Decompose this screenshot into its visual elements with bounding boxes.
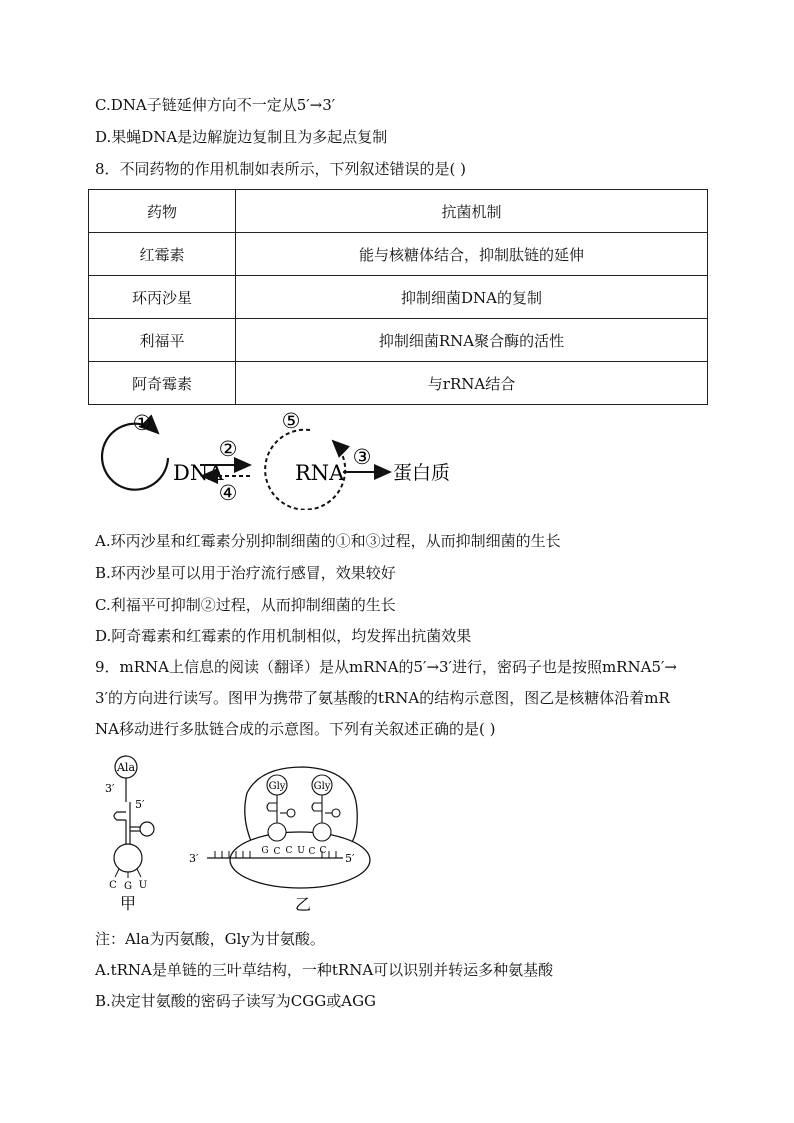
table-cell-drug: 红霉素 xyxy=(89,233,236,276)
q8-stem: 8．不同药物的作用机制如表所示，下列叙述错误的是( ) xyxy=(95,160,467,178)
yi-base-2: C xyxy=(273,847,281,857)
q9-note: 注：Ala为丙氨酸，Gly为甘氨酸。 xyxy=(95,930,325,948)
yi-5-prime-label: 5′ xyxy=(345,852,355,865)
yi-base-5: C xyxy=(308,847,316,857)
circled-4-label: ④ xyxy=(218,481,238,505)
q9-stem-line-2: 3′的方向进行读写。图甲为携带了氨基酸的tRNA的结构示意图，图乙是核糖体沿着mR xyxy=(95,689,670,707)
table-cell-drug: 环丙沙星 xyxy=(89,276,236,319)
circled-5-label: ⑤ xyxy=(281,409,301,433)
table-row xyxy=(89,319,708,362)
jia-base-3: U xyxy=(138,880,148,891)
yi-base-3: C xyxy=(285,846,293,856)
jia-caption: 甲 xyxy=(119,894,137,913)
circled-2-label: ② xyxy=(218,437,238,461)
yi-base-6: C xyxy=(319,846,327,856)
q7-option-d: D.果蝇DNA是边解旋边复制且为多起点复制 xyxy=(95,128,388,146)
yi-base-4: U xyxy=(297,846,305,856)
q8-option-c: C.利福平可抑制②过程，从而抑制细菌的生长 xyxy=(95,596,396,614)
table-row xyxy=(89,276,708,319)
jia-base-1: C xyxy=(109,880,117,891)
rna-label: RNA xyxy=(295,461,345,485)
table-row xyxy=(89,233,708,276)
q7-option-c: C.DNA子链延伸方向不一定从5′→3′ xyxy=(95,96,336,114)
q9-option-a: A.tRNA是单链的三叶草结构，一种tRNA可以识别并转运多种氨基酸 xyxy=(95,961,554,979)
table-cell-mechanism: 能与核糖体结合，抑制肽链的延伸 xyxy=(236,233,708,276)
yi-3-prime-label: 3′ xyxy=(189,852,199,865)
q8-option-d: D.阿奇霉素和红霉素的作用机制相似，均发挥出抗菌效果 xyxy=(95,627,472,645)
q9-stem-line-1: 9．mRNA上信息的阅读（翻译）是从mRNA的5′→3′进行，密码子也是按照mRNA5′→ xyxy=(95,658,677,676)
table-row xyxy=(89,362,708,405)
trna-figure-jia xyxy=(95,752,175,917)
q8-option-b: B.环丙沙星可以用于治疗流行感冒，效果较好 xyxy=(95,564,396,582)
q9-option-b: B.决定甘氨酸的密码子读写为CGG或AGG xyxy=(95,992,377,1010)
table-cell-drug: 阿奇霉素 xyxy=(89,362,236,405)
gly-label-1: Gly xyxy=(268,781,286,792)
table-header-mechanism: 抗菌机制 xyxy=(236,190,708,233)
table-cell-mechanism: 与rRNA结合 xyxy=(236,362,708,405)
table-header-row xyxy=(89,190,708,233)
yi-caption: 乙 xyxy=(294,895,312,914)
q9-stem-line-3: NA移动进行多肽链合成的示意图。下列有关叙述正确的是( ) xyxy=(95,720,496,738)
ala-label: Ala xyxy=(116,761,136,774)
table-header-drug: 药物 xyxy=(89,190,236,233)
jia-3-prime-label: 3′ xyxy=(105,782,115,795)
jia-5-prime-label: 5′ xyxy=(135,798,145,811)
drug-mechanism-table xyxy=(88,189,708,405)
table-cell-mechanism: 抑制细菌DNA的复制 xyxy=(236,276,708,319)
protein-label: 蛋白质 xyxy=(393,462,451,484)
central-dogma-diagram xyxy=(100,405,460,510)
q8-option-a: A.环丙沙星和红霉素分别抑制细菌的①和③过程，从而抑制细菌的生长 xyxy=(95,532,561,550)
table-cell-drug: 利福平 xyxy=(89,319,236,362)
circled-3-label: ③ xyxy=(352,445,372,469)
table-cell-mechanism: 抑制细菌RNA聚合酶的活性 xyxy=(236,319,708,362)
dna-label: DNA xyxy=(173,461,224,485)
gly-label-2: Gly xyxy=(313,781,331,792)
yi-base-1: G xyxy=(261,846,269,856)
jia-base-2: G xyxy=(124,881,132,892)
circled-1-label: ① xyxy=(132,411,152,435)
ribosome-figure-yi xyxy=(185,765,385,917)
